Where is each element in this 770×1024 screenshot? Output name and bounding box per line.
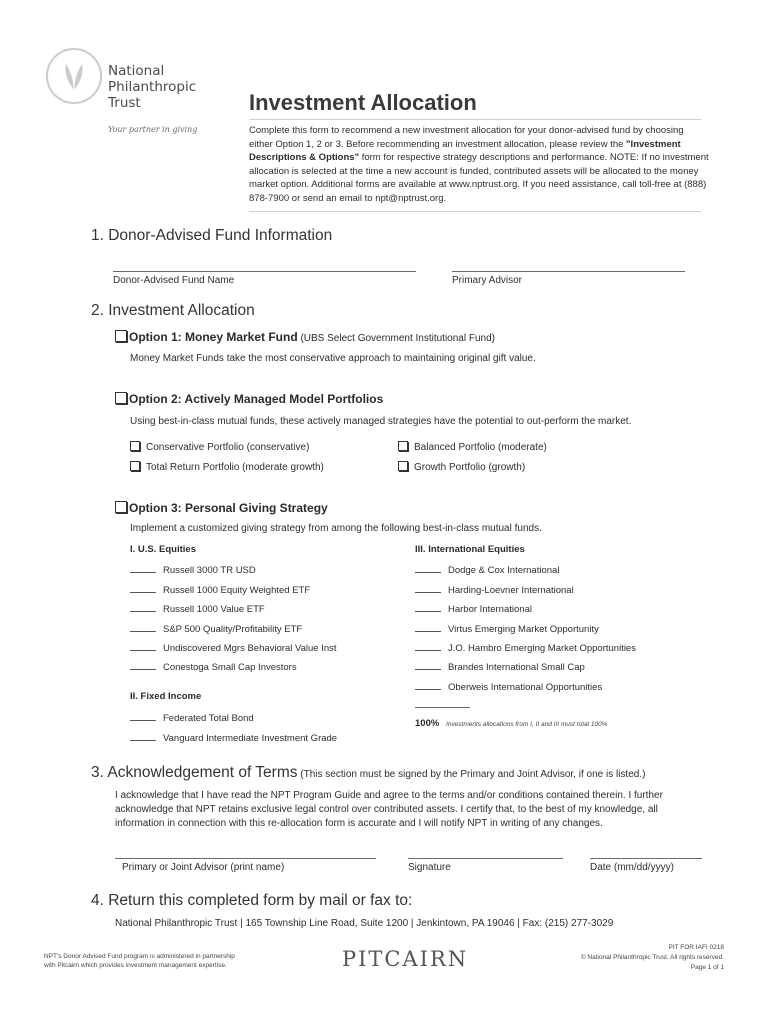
fixed-income-heading: II. Fixed Income [130, 691, 202, 702]
checkbox[interactable] [130, 461, 140, 471]
section4-heading: 4. Return this completed form by mail or fax to: [91, 892, 413, 909]
return-address: National Philanthropic Trust | 165 Township Line Road, Suite 1200 | Jenkintown, PA 19046 | Fax: (215) 277-3029 [115, 918, 614, 929]
signature-input[interactable] [408, 858, 563, 859]
option2-desc: Using best-in-class mutual funds, these actively managed strategies have the potential to out-perform the market. [130, 416, 632, 427]
fund-row[interactable]: Conestoga Small Cap Investors [130, 660, 297, 673]
allocation-input[interactable] [130, 660, 156, 670]
option3-row[interactable] [115, 501, 328, 515]
checkbox[interactable] [398, 461, 408, 471]
allocation-input[interactable] [415, 680, 441, 690]
intl-equities-heading: III. International Equities [415, 544, 525, 555]
portfolio-growth[interactable]: Growth Portfolio (growth) [398, 461, 525, 473]
fund-row[interactable]: Russell 3000 TR USD [130, 563, 256, 576]
copyright: © National Philanthropic Trust. All rights reserved. [580, 954, 724, 961]
option1-row[interactable] [115, 330, 495, 344]
footer-note-line1: NPT's Donor Advised Fund program is administered in partnership [44, 953, 235, 960]
section3-heading: 3. Acknowledgement of Terms [91, 764, 298, 781]
section2-heading: 2. Investment Allocation [91, 302, 255, 319]
date-input[interactable] [590, 858, 702, 859]
print-name-input[interactable] [115, 858, 376, 859]
portfolio-balanced[interactable]: Balanced Portfolio (moderate) [398, 441, 547, 453]
signature-label: Signature [408, 862, 451, 873]
allocation-input[interactable] [415, 563, 441, 573]
option2-row[interactable] [115, 392, 383, 406]
fund-row[interactable]: Russell 1000 Equity Weighted ETF [130, 583, 310, 596]
fund-row[interactable]: Oberweis International Opportunities [415, 680, 602, 693]
fund-row[interactable]: Russell 1000 Value ETF [130, 602, 265, 615]
section3-note: (This section must be signed by the Primary and Joint Advisor, if one is listed.) [297, 769, 646, 780]
acknowledgement-text: I acknowledge that I have read the NPT Program Guide and agree to the terms and/or conditions contained therein. I further acknowledge that NPT retains exclusive legal control over contributed assets. I certify that, to the best of my knowledge, all information in connection with this re-allocation form is accurate and I will notify NPT in writing of any changes. [115, 790, 663, 829]
allocation-input[interactable] [415, 583, 441, 593]
logo-mark [46, 48, 102, 104]
us-equities-heading: I. U.S. Equities [130, 544, 196, 555]
allocation-input[interactable] [130, 711, 156, 721]
total-line [415, 707, 470, 708]
primary-advisor-label: Primary Advisor [452, 275, 523, 286]
allocation-input[interactable] [130, 583, 156, 593]
fund-row[interactable]: Vanguard Intermediate Investment Grade [130, 731, 337, 744]
org-name-line2: Philanthropic [108, 79, 197, 95]
section3-header [91, 764, 645, 782]
option1-desc: Money Market Funds take the most conservative approach to maintaining original gift value. [130, 353, 536, 364]
print-name-label: Primary or Joint Advisor (print name) [122, 862, 285, 873]
option2-label: Option 2: Actively Managed Model Portfolios [129, 392, 384, 406]
org-name-line3: Trust [108, 95, 141, 111]
fund-row[interactable]: Harbor International [415, 602, 532, 615]
portfolio-total-return[interactable]: Total Return Portfolio (moderate growth) [130, 461, 324, 473]
allocation-input[interactable] [130, 563, 156, 573]
fund-row[interactable]: Dodge & Cox International [415, 563, 559, 576]
fund-row[interactable]: Federated Total Bond [130, 711, 254, 724]
fund-row[interactable]: Undiscovered Mgrs Behavioral Value Inst [130, 641, 337, 654]
option2-checkbox[interactable] [115, 392, 127, 404]
fund-row[interactable]: S&P 500 Quality/Profitability ETF [130, 622, 302, 635]
allocation-input[interactable] [415, 660, 441, 670]
date-label: Date (mm/dd/yyyy) [590, 862, 674, 873]
option1-label: Option 1: Money Market Fund [129, 330, 298, 344]
page-title: Investment Allocation [249, 90, 477, 115]
allocation-input[interactable] [130, 622, 156, 632]
page-number: Page 1 of 1 [690, 964, 724, 971]
portfolio-conservative[interactable]: Conservative Portfolio (conservative) [130, 441, 309, 453]
intro-text: Complete this form to recommend a new investment allocation for your donor-advised fund by choosing either Option 1, 2 or 3. Before recommending an investment allocation, please review the "Investment Descriptions & Options" form for respective strategy descriptions and performance. NOTE: If no investment allocation is selected at the time a new account is funded, contributed assets will be allocated to the money market option. Additional forms are available at www.nptrust.org. If you need assistance, call toll-free at (888) 878-7900 or send an email to npt@nptrust.org. [249, 125, 709, 204]
allocation-input[interactable] [415, 622, 441, 632]
option3-label: Option 3: Personal Giving Strategy [129, 501, 328, 515]
option1-sublabel: (UBS Select Government Institutional Fund) [297, 333, 495, 344]
allocation-input[interactable] [130, 731, 156, 741]
allocation-input[interactable] [415, 602, 441, 612]
title-rule [249, 119, 701, 120]
fund-name-input[interactable] [113, 271, 416, 272]
fund-row[interactable]: Virtus Emerging Market Opportunity [415, 622, 599, 635]
allocation-input[interactable] [415, 641, 441, 651]
fund-name-label: Donor-Advised Fund Name [113, 275, 235, 286]
option3-checkbox[interactable] [115, 501, 127, 513]
leaf-icon [48, 50, 100, 102]
pitcairn-logo: PITCAIRN [342, 947, 469, 971]
total-note: Investments allocations from I, II and III must total 100% [446, 721, 608, 728]
checkbox[interactable] [130, 441, 140, 451]
fund-row[interactable]: Brandes International Small Cap [415, 660, 585, 673]
form-code: PIT FOR IAFI 0218 [668, 944, 724, 951]
primary-advisor-input[interactable] [452, 271, 685, 272]
checkbox[interactable] [398, 441, 408, 451]
option3-desc: Implement a customized giving strategy from among the following best-in-class mutual funds. [130, 523, 542, 534]
allocation-input[interactable] [130, 602, 156, 612]
intro-rule [249, 211, 701, 212]
org-name-line1: National [108, 63, 165, 79]
fund-row[interactable]: J.O. Hambro Emerging Market Opportunities [415, 641, 636, 654]
total-label: 100% [415, 718, 440, 729]
allocation-input[interactable] [130, 641, 156, 651]
section1-heading: 1. Donor-Advised Fund Information [91, 227, 333, 244]
fund-row[interactable]: Harding-Loevner International [415, 583, 574, 596]
tagline: Your partner in giving [108, 125, 198, 134]
footer-note-line2: with Pitcairn which provides investment management expertise. [44, 962, 227, 969]
option1-checkbox[interactable] [115, 330, 127, 342]
